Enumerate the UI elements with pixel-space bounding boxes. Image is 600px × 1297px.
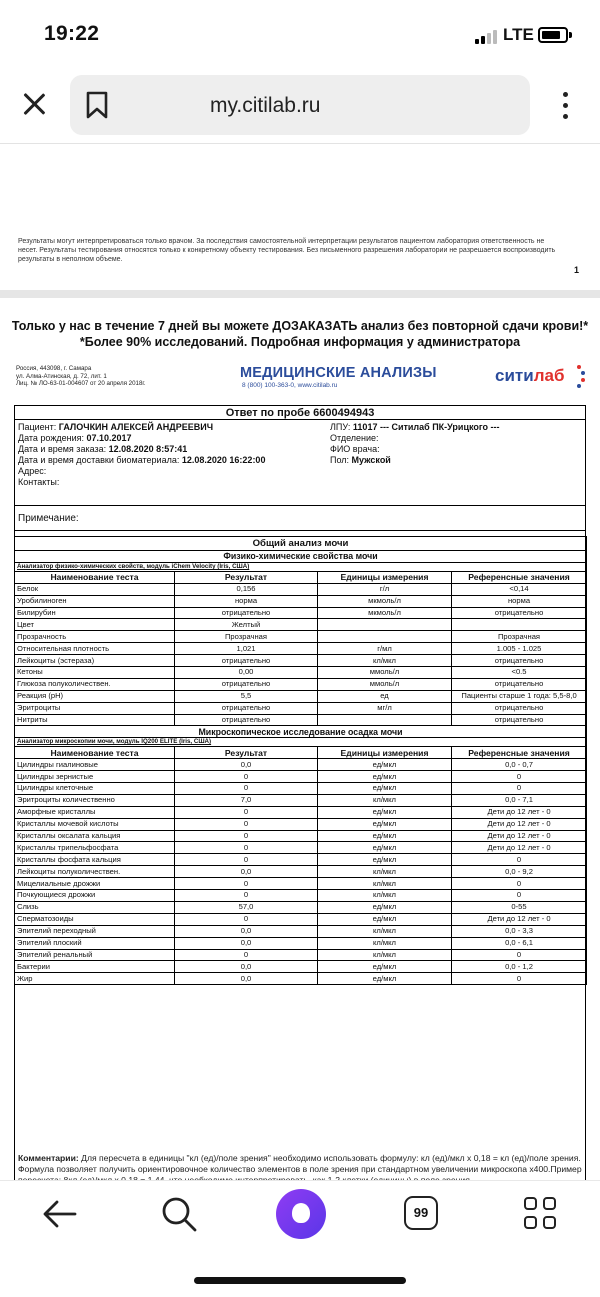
back-arrow-icon[interactable] — [42, 1199, 78, 1229]
table-cell: 0,0 — [175, 961, 318, 973]
table-cell: норма — [175, 595, 318, 607]
table-cell: Нитриты — [15, 714, 175, 726]
table-row — [15, 901, 587, 913]
column-header: Референсные значения — [452, 747, 587, 759]
page-separator — [0, 290, 600, 298]
note-label: Примечание: — [18, 513, 79, 524]
table-cell: 0,0 — [175, 973, 318, 985]
table-cell: 0 — [175, 949, 318, 961]
table-cell: Глюкоза полуколичествен. — [15, 678, 175, 690]
pdf-viewer[interactable] — [0, 145, 600, 1180]
lab-phone: 8 (800) 100-363-0, www.citilab.ru — [242, 382, 338, 389]
table-cell: Дети до 12 лет - 0 — [452, 818, 587, 830]
table-cell: 0,0 - 0,7 — [452, 759, 587, 771]
table-row — [15, 830, 587, 842]
comments-label: Комментарии: — [18, 1153, 79, 1163]
table-cell: 0 — [175, 878, 318, 890]
table-cell: Слизь — [15, 901, 175, 913]
table-cell: Лейкоциты полуколичествен. — [15, 866, 175, 878]
table-cell: кл/мкл — [318, 866, 452, 878]
table-cell — [452, 619, 587, 631]
table-cell: отрицательно — [452, 678, 587, 690]
table-cell: кл/мкл — [318, 655, 452, 667]
page-number: 1 — [574, 265, 580, 275]
citilab-logo — [495, 366, 564, 386]
table-row — [15, 794, 587, 806]
table-cell: Прозрачная — [452, 631, 587, 643]
table-cell: 1.005 - 1.025 — [452, 643, 587, 655]
table-cell: мкмоль/л — [318, 607, 452, 619]
table-cell: 57,0 — [175, 901, 318, 913]
table-cell: 0,0 - 6,1 — [452, 937, 587, 949]
url-text[interactable]: my.citilab.ru — [210, 94, 321, 117]
lab-address — [16, 365, 146, 388]
order-line — [18, 444, 187, 455]
table-cell: норма — [452, 595, 587, 607]
table-row — [15, 878, 587, 890]
table-cell: отрицательно — [452, 655, 587, 667]
table-cell: ед/мкл — [318, 901, 452, 913]
table-cell: Эпителий ренальный — [15, 949, 175, 961]
birth-line — [18, 433, 132, 444]
alice-assistant-button[interactable] — [276, 1189, 326, 1239]
table-cell: Дети до 12 лет - 0 — [452, 830, 587, 842]
table-cell: 0 — [175, 806, 318, 818]
table-cell: 7,0 — [175, 794, 318, 806]
header-row — [15, 571, 587, 583]
table-row — [15, 913, 587, 925]
table-cell: Цвет — [15, 619, 175, 631]
table-cell: Цилиндры гиалиновые — [15, 759, 175, 771]
table-cell: ед/мкл — [318, 806, 452, 818]
table-cell: Жир — [15, 973, 175, 985]
table-cell: Лейкоциты (эстераза) — [15, 655, 175, 667]
tabs-counter-button[interactable]: 99 — [404, 1196, 438, 1230]
analyzer-row — [15, 738, 587, 747]
table-cell: Прозрачность — [15, 631, 175, 643]
table-row — [15, 759, 587, 771]
table-cell: г/л — [318, 583, 452, 595]
column-header: Единицы измерения — [318, 747, 452, 759]
label: Дата рождения: — [18, 433, 84, 443]
table-cell: Эпителий переходный — [15, 925, 175, 937]
table-cell: Эпителий плоский — [15, 937, 175, 949]
table-cell: кл/мкл — [318, 890, 452, 902]
table-cell: ед — [318, 690, 452, 702]
table-cell — [318, 714, 452, 726]
table-row — [15, 890, 587, 902]
table-cell: отрицательно — [452, 702, 587, 714]
column-header: Результат — [175, 571, 318, 583]
table-cell: <0.5 — [452, 667, 587, 679]
disclaimer-text: Результаты могут интерпретироваться только врачом. За последствия самостоятельной интерпретации результатов пациентом лаборатория ответственность не несет. Результаты тестирования относятся только к конкретному объекту тестирования. Без письменного разрешения лаборатории не разрешается воспроизводить результаты в неполном объеме. — [18, 238, 556, 263]
column-header: Наименование теста — [15, 571, 175, 583]
search-icon[interactable] — [160, 1195, 198, 1233]
logo-accent: лаб — [533, 366, 565, 385]
table-cell: 0-55 — [452, 901, 587, 913]
section-title: Физико-химические свойства мочи — [15, 551, 587, 563]
more-menu-icon[interactable] — [556, 90, 576, 122]
table-cell: Пациенты старше 1 года: 5,5-8,0 — [452, 690, 587, 702]
analyzer-label: Анализатор микроскопии мочи, модуль IQ200 ELITE (Iris, США) — [15, 738, 587, 747]
table-row — [15, 925, 587, 937]
license-line: Лиц. № ЛО-63-01-004607 от 20 апреля 2018г. — [16, 380, 146, 387]
address-line: ул. Алма-Атинская, д. 72, лит. 1 — [16, 372, 107, 380]
table-cell: Сперматозоиды — [15, 913, 175, 925]
table-row — [15, 607, 587, 619]
browser-toolbar — [0, 66, 600, 144]
table-cell: <0,14 — [452, 583, 587, 595]
analyzer-label: Анализатор физико-химических свойств, модуль iChem Velocity (Iris, США) — [15, 562, 587, 571]
sex-value: Мужской — [351, 455, 391, 465]
table-cell: ед/мкл — [318, 961, 452, 973]
analyzer-row — [15, 562, 587, 571]
table-cell: ед/мкл — [318, 830, 452, 842]
label: ФИО врача: — [330, 444, 380, 454]
table-cell: 0 — [452, 890, 587, 902]
battery-icon — [538, 27, 568, 43]
promo-line2: *Более 90% исследований. Подробная информация у администратора — [79, 335, 521, 349]
table-cell: Аморфные кристаллы — [15, 806, 175, 818]
table-cell: г/мл — [318, 643, 452, 655]
table-cell: Кетоны — [15, 667, 175, 679]
table-cell: Реакция (pH) — [15, 690, 175, 702]
results-table — [14, 536, 587, 985]
table-cell: 0 — [175, 783, 318, 795]
patient-name: ГАЛОЧКИН АЛЕКСЕЙ АНДРЕЕВИЧ — [58, 422, 214, 432]
table-cell: Дети до 12 лет - 0 — [452, 806, 587, 818]
report-title: Ответ по пробе 6600494943 — [15, 406, 585, 420]
table-cell: ед/мкл — [318, 783, 452, 795]
table-cell: 0 — [452, 854, 587, 866]
label: Пациент: — [18, 422, 57, 432]
table-row — [15, 643, 587, 655]
table-cell: ед/мкл — [318, 771, 452, 783]
table-cell: 0 — [452, 783, 587, 795]
table-cell: Дети до 12 лет - 0 — [452, 913, 587, 925]
table-row — [15, 949, 587, 961]
table-cell: Кристаллы фосфата кальция — [15, 854, 175, 866]
table-cell: мкмоль/л — [318, 595, 452, 607]
table-cell: ммоль/л — [318, 667, 452, 679]
table-cell: 0 — [175, 913, 318, 925]
promo-banner — [10, 318, 590, 350]
patient-line — [18, 422, 213, 433]
table-cell: Эритроциты — [15, 702, 175, 714]
lpu-line — [330, 422, 499, 433]
table-row — [15, 937, 587, 949]
column-header: Наименование теста — [15, 747, 175, 759]
table-cell: 0,0 - 1,2 — [452, 961, 587, 973]
table-cell: кл/мкл — [318, 878, 452, 890]
table-cell: 0,00 — [175, 667, 318, 679]
table-cell: кл/мкл — [318, 937, 452, 949]
logo-main: сити — [495, 366, 534, 385]
table-cell: Прозрачная — [175, 631, 318, 643]
table-row — [15, 866, 587, 878]
birth-date: 07.10.2017 — [86, 433, 132, 443]
section-row — [15, 726, 587, 738]
table-cell — [318, 619, 452, 631]
label: Контакты: — [18, 477, 60, 487]
table-row — [15, 667, 587, 679]
table-cell: 0 — [175, 854, 318, 866]
table-cell: отрицательно — [452, 607, 587, 619]
table-cell: Дети до 12 лет - 0 — [452, 842, 587, 854]
close-icon[interactable] — [18, 88, 50, 120]
table-cell: отрицательно — [175, 607, 318, 619]
table-cell: ед/мкл — [318, 913, 452, 925]
table-cell: Эритроциты количественно — [15, 794, 175, 806]
table-cell: 0 — [452, 878, 587, 890]
table-cell: Билирубин — [15, 607, 175, 619]
lpu-value: 11017 --- Ситилаб ПК-Урицкого --- — [352, 422, 500, 432]
contacts-line — [18, 477, 59, 488]
home-indicator[interactable] — [194, 1277, 406, 1284]
table-cell: Цилиндры зернистые — [15, 771, 175, 783]
lab-title: МЕДИЦИНСКИЕ АНАЛИЗЫ — [240, 365, 437, 381]
battery-tip — [569, 32, 572, 38]
table-cell: кл/мкл — [318, 925, 452, 937]
label: Адрес: — [18, 466, 47, 476]
table-cell: мг/л — [318, 702, 452, 714]
apps-grid-icon[interactable] — [524, 1197, 558, 1231]
delivery-date: 12.08.2020 16:22:00 — [181, 455, 266, 465]
address-bar[interactable] — [70, 75, 530, 135]
label: Пол: — [330, 455, 350, 465]
table-cell: 0 — [175, 830, 318, 842]
previous-page — [0, 145, 600, 290]
address-line — [18, 466, 46, 477]
comments-text: Для пересчета в единицы "кл (ед)/поле зрения" необходимо использовать формулу: кл (ед)/мкл х 0,18 = кл (ед)/поле зрения. Формула позволяет получить ориентировочное количество элементов в поле зрения при стандартном увеличении микроскопа х400.Пример — [18, 1153, 582, 1174]
table-cell: ед/мкл — [318, 854, 452, 866]
table-cell: отрицательно — [452, 714, 587, 726]
table-row — [15, 595, 587, 607]
order-date: 12.08.2020 8:57:41 — [108, 444, 188, 454]
table-cell: 0 — [452, 949, 587, 961]
label: ЛПУ: — [330, 422, 351, 432]
column-header: Результат — [175, 747, 318, 759]
table-cell: кл/мкл — [318, 949, 452, 961]
table-row — [15, 806, 587, 818]
table-cell: кл/мкл — [318, 794, 452, 806]
table-cell: Кристаллы оксалата кальция — [15, 830, 175, 842]
table-cell: ед/мкл — [318, 818, 452, 830]
table-cell: Белок — [15, 583, 175, 595]
note-row — [15, 505, 585, 531]
label: Дата и время заказа: — [18, 444, 107, 454]
table-cell: Кристаллы трипельфосфата — [15, 842, 175, 854]
bottom-navigation — [0, 1180, 600, 1297]
table-row — [15, 783, 587, 795]
table-cell: Мицелиальные дрожжи — [15, 878, 175, 890]
label: Отделение: — [330, 433, 379, 443]
table-cell: 0,0 - 7,1 — [452, 794, 587, 806]
promo-line1: Только у нас в течение 7 дней вы можете ДОЗАКАЗАТЬ анализ без повторной сдачи крови!* — [11, 319, 589, 333]
table-cell: 0 — [175, 842, 318, 854]
table-cell: 0,156 — [175, 583, 318, 595]
delivery-line — [18, 455, 265, 466]
table-title-row — [15, 537, 587, 551]
table-cell: Цилиндры клеточные — [15, 783, 175, 795]
table-cell: Бактерии — [15, 961, 175, 973]
table-cell — [318, 631, 452, 643]
table-cell: ммоль/л — [318, 678, 452, 690]
department-line — [330, 433, 379, 444]
table-row — [15, 583, 587, 595]
column-header: Референсные значения — [452, 571, 587, 583]
table-row — [15, 690, 587, 702]
signal-icon — [475, 28, 497, 44]
table-cell: 0,0 - 3,3 — [452, 925, 587, 937]
status-bar — [0, 0, 600, 66]
doctor-line — [330, 444, 380, 455]
table-cell: Желтый — [175, 619, 318, 631]
table-cell: ед/мкл — [318, 842, 452, 854]
table-cell: Кристаллы мочевой кислоты — [15, 818, 175, 830]
table-cell: 0,0 — [175, 925, 318, 937]
header-row — [15, 747, 587, 759]
table-cell: отрицательно — [175, 714, 318, 726]
table-row — [15, 631, 587, 643]
table-cell: 0 — [175, 771, 318, 783]
table-cell: 0 — [452, 973, 587, 985]
table-cell: Относительная плотность — [15, 643, 175, 655]
table-cell: 0,0 — [175, 937, 318, 949]
table-cell: 0 — [175, 818, 318, 830]
table-cell: ед/мкл — [318, 973, 452, 985]
sex-line — [330, 455, 391, 466]
table-cell: 0,0 — [175, 866, 318, 878]
table-row — [15, 771, 587, 783]
section-title: Микроскопическое исследование осадка мочи — [15, 726, 587, 738]
table-row — [15, 854, 587, 866]
logo-dots-icon — [576, 364, 586, 390]
table-row — [15, 842, 587, 854]
document-page — [0, 298, 600, 1180]
address-line: Россия, 443098, г. Самара — [16, 365, 92, 372]
table-cell: 0 — [452, 771, 587, 783]
label: Дата и время доставки биоматериала: — [18, 455, 180, 465]
table-cell: ед/мкл — [318, 759, 452, 771]
table-cell: 5,5 — [175, 690, 318, 702]
table-cell: отрицательно — [175, 678, 318, 690]
table-cell: Уробилиноген — [15, 595, 175, 607]
table-row — [15, 678, 587, 690]
table-row — [15, 714, 587, 726]
table-cell: Почкующиеся дрожжи — [15, 890, 175, 902]
network-label: LTE — [503, 25, 534, 44]
table-cell: 0,0 — [175, 759, 318, 771]
table-cell: 0 — [175, 890, 318, 902]
bookmark-icon[interactable] — [84, 90, 110, 120]
table-cell: отрицательно — [175, 655, 318, 667]
table-row — [15, 619, 587, 631]
table-row — [15, 973, 587, 985]
table-row — [15, 961, 587, 973]
table-title: Общий анализ мочи — [15, 537, 587, 551]
table-row — [15, 655, 587, 667]
table-row — [15, 702, 587, 714]
table-row — [15, 818, 587, 830]
table-cell: 0,0 - 9,2 — [452, 866, 587, 878]
clock: 19:22 — [44, 22, 100, 45]
table-cell: отрицательно — [175, 702, 318, 714]
column-header: Единицы измерения — [318, 571, 452, 583]
table-cell: 1,021 — [175, 643, 318, 655]
section-row — [15, 551, 587, 563]
